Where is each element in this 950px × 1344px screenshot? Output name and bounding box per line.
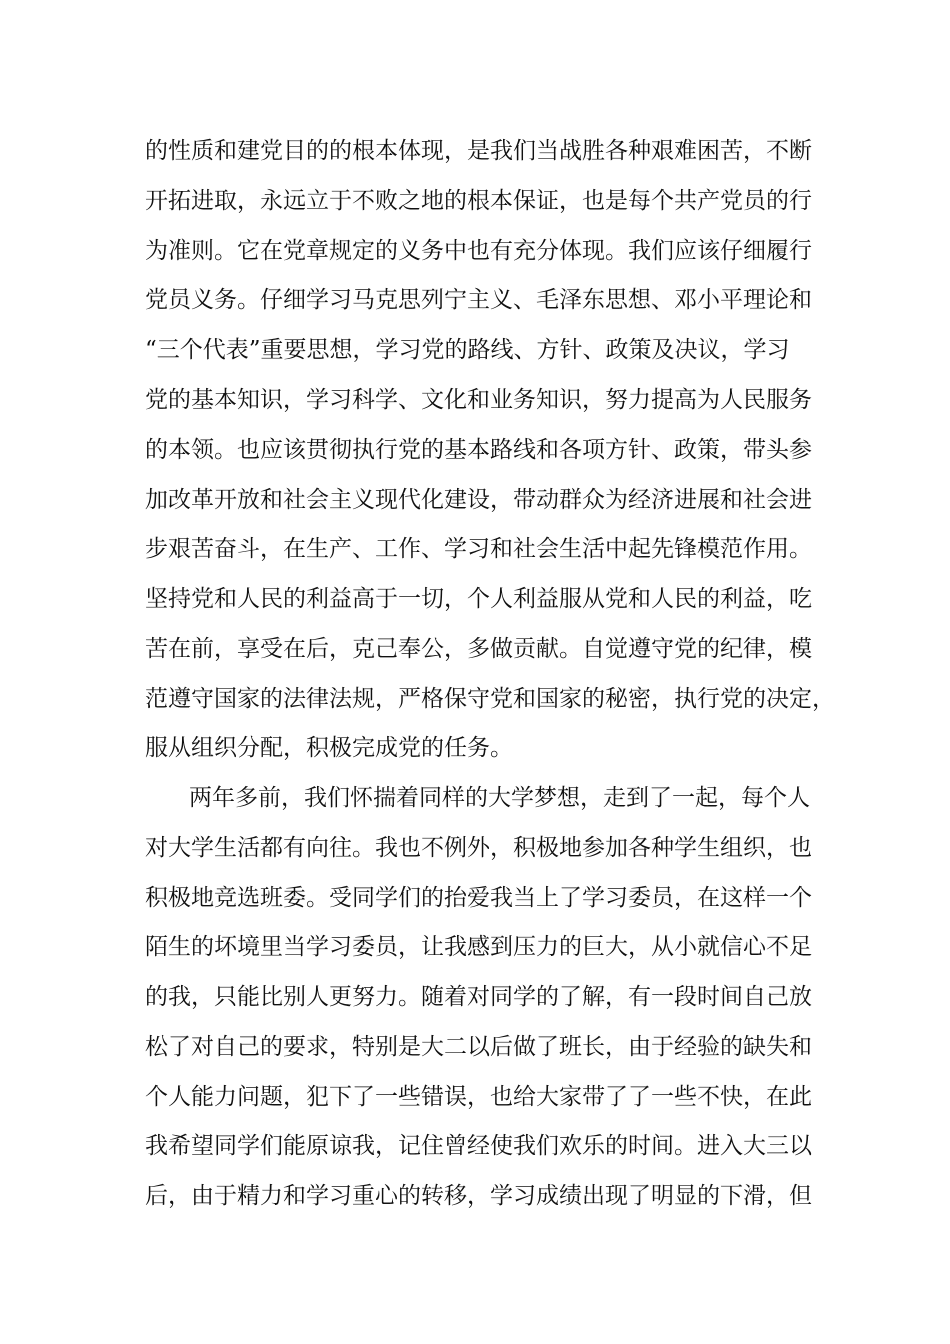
text-line: 党员义务。仔细学习马克思列宁主义、毛泽东思想、邓小平理论和: [145, 287, 812, 313]
text-line: 党的基本知识，学习科学、文化和业务知识，努力提高为人民服务: [145, 387, 812, 413]
text-line: 苦在前，享受在后，克己奉公，多做贡献。自觉遵守党的纪律，模: [145, 636, 812, 662]
text-line: 的性质和建党目的的根本体现，是我们当战胜各种艰难困苦，不断: [145, 138, 812, 164]
text-line: 服从组织分配，积极完成党的任务。: [145, 735, 513, 761]
text-line: 松了对自己的要求，特别是大二以后做了班长，由于经验的缺失和: [145, 1034, 812, 1060]
text-line: 为准则。它在党章规定的义务中也有充分体现。我们应该仔细履行: [145, 238, 812, 264]
text-line-indent: 两年多前，我们怀揣着同样的大学梦想，走到了一起，每个人: [189, 785, 810, 811]
text-line: 加改革开放和社会主义现代化建设，带动群众为经济进展和社会进: [145, 487, 812, 513]
text-line: 开拓进取，永远立于不败之地的根本保证，也是每个共产党员的行: [145, 188, 812, 214]
text-line: 积极地竞选班委。受同学们的抬爱我当上了学习委员，在这样一个: [145, 885, 812, 911]
text-line: 范遵守国家的法律法规，严格保守党和国家的秘密，执行党的决定，: [145, 686, 835, 712]
text-line: “三个代表”重要思想，学习党的路线、方针、政策及决议，学习: [145, 337, 790, 363]
text-line: 的本领。也应该贯彻执行党的基本路线和各项方针、政策，带头参: [145, 437, 812, 463]
text-line: 个人能力问题，犯下了一些错误，也给大家带了了一些不快，在此: [145, 1084, 812, 1110]
text-line: 步艰苦奋斗，在生产、工作、学习和社会生活中起先锋模范作用。: [145, 536, 812, 562]
text-line: 后，由于精力和学习重心的转移，学习成绩出现了明显的下滑，但: [145, 1183, 812, 1209]
text-line: 我希望同学们能原谅我，记住曾经使我们欢乐的时间。进入大三以: [145, 1133, 812, 1159]
text-line: 坚持党和人民的利益高于一切，个人利益服从党和人民的利益，吃: [145, 586, 812, 612]
text-line: 的我，只能比别人更努力。随着对同学的了解，有一段时间自己放: [145, 984, 812, 1010]
text-line: 陌生的坏境里当学习委员，让我感到压力的巨大，从小就信心不足: [145, 934, 812, 960]
text-line: 对大学生活都有向往。我也不例外，积极地参加各种学生组织，也: [145, 835, 812, 861]
